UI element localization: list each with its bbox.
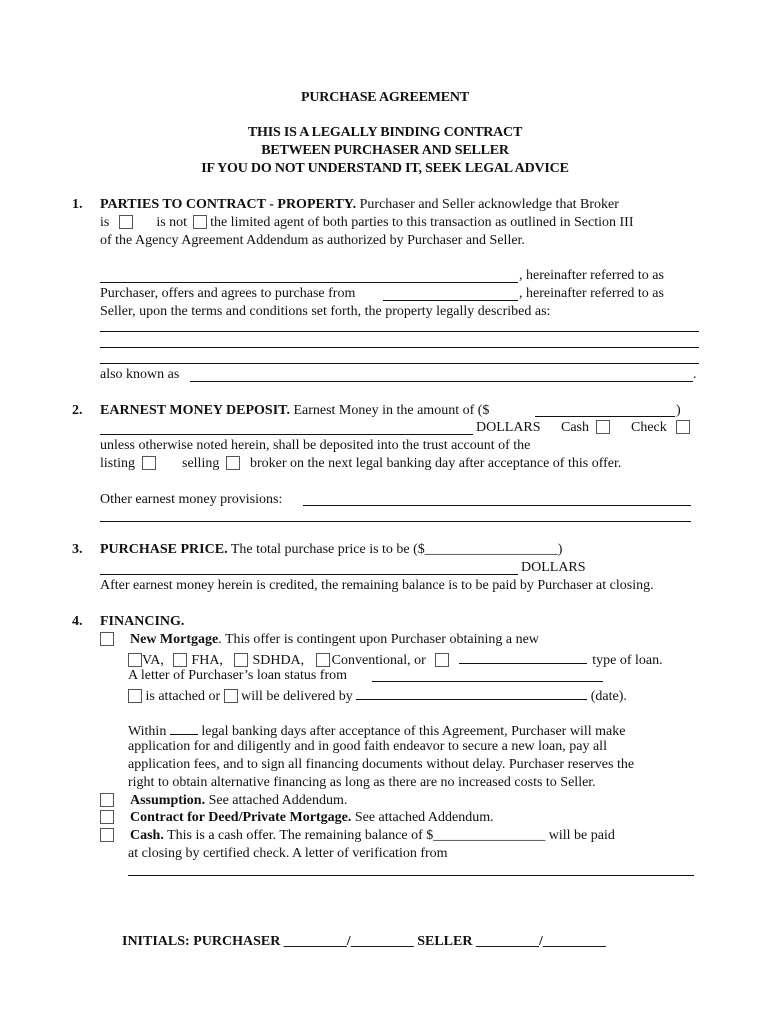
initials-line: INITIALS: PURCHASER _________/_________ SELLER _________/_________ [122, 934, 606, 949]
section-1-lead: Purchaser and Seller acknowledge that Broker [356, 197, 619, 212]
limited-agent-text: the limited agent of both parties to this transaction as outlined in Section III [210, 215, 634, 230]
broker-is-checkbox[interactable] [119, 215, 133, 229]
sdhda-label: SDHDA, [252, 653, 305, 668]
purchase-price-written-field[interactable] [100, 574, 518, 575]
section-1-number: 1. [72, 197, 83, 212]
section-1-line-1 [100, 196, 619, 214]
section-3-line-1 [100, 541, 562, 559]
selling-label: selling [182, 456, 220, 471]
purchaser-offers-text: Purchaser, offers and agrees to purchase from [100, 286, 356, 301]
section-4-number: 4. [72, 614, 83, 629]
seller-terms-text: Seller, upon the terms and conditions set forth, the property legally described as: [100, 304, 551, 319]
broker-is-not-checkbox[interactable] [193, 215, 207, 229]
contract-notice-line-1: THIS IS A LEGALLY BINDING CONTRACT [247, 125, 523, 140]
date-label: (date). [590, 689, 627, 704]
broker-is-label: is [100, 215, 110, 230]
assumption-line [130, 792, 347, 810]
selling-broker-checkbox[interactable] [226, 456, 240, 470]
conventional-checkbox[interactable] [316, 653, 330, 667]
check-label: Check [631, 420, 667, 435]
is-attached-label: is attached or [145, 689, 221, 704]
assumption-label: Assumption. [130, 793, 206, 808]
also-known-as-period: . [693, 367, 697, 382]
conventional-label: Conventional, or [331, 653, 426, 668]
contract-notice-line-3: IF YOU DO NOT UNDERSTAND IT, SEEK LEGAL ADVICE [201, 161, 569, 176]
other-loan-type-field[interactable] [459, 649, 587, 664]
section-2-heading: EARNEST MONEY DEPOSIT. [100, 403, 290, 418]
section-1-line-2 [100, 214, 633, 232]
letter-delivered-checkbox[interactable] [224, 689, 238, 703]
remaining-balance-text: After earnest money herein is credited, the remaining balance is to be paid by Purchaser at closing. [100, 578, 654, 593]
section-4-heading: FINANCING. [100, 614, 185, 629]
delivery-date-field[interactable] [356, 685, 587, 700]
earnest-dollars-label: DOLLARS [476, 420, 541, 435]
cash-label: Cash [561, 420, 589, 435]
other-provisions-field-2[interactable] [100, 521, 691, 522]
cash-checkbox[interactable] [596, 420, 610, 434]
loan-status-letter-label: A letter of Purchaser’s loan status from [128, 668, 348, 683]
broker-deposit-text: broker on the next legal banking day after acceptance of this offer. [250, 456, 622, 471]
type-of-loan-label: type of loan. [592, 653, 663, 668]
seller-name-field[interactable] [383, 300, 518, 301]
other-provisions-label: Other earnest money provisions: [100, 492, 283, 507]
contract-notice-line-2: BETWEEN PURCHASER AND SELLER [261, 143, 509, 158]
va-checkbox[interactable] [128, 653, 142, 667]
earnest-close-paren: ) [676, 403, 681, 418]
assumption-text: See attached Addendum. [205, 793, 348, 808]
loan-letter-delivery-row [128, 685, 627, 706]
purchaser-name-field[interactable] [100, 282, 518, 283]
other-loan-checkbox[interactable] [435, 653, 449, 667]
assumption-checkbox[interactable] [100, 793, 114, 807]
agency-addendum-text: of the Agency Agreement Addendum as authorized by Purchaser and Seller. [100, 233, 525, 248]
trust-account-text: unless otherwise noted herein, shall be deposited into the trust account of the [100, 438, 531, 453]
purchase-price-text: The total purchase price is to be ($___________________) [227, 542, 563, 557]
section-1-heading: PARTIES TO CONTRACT - PROPERTY. [100, 197, 357, 212]
contract-for-deed-line [130, 809, 494, 827]
cash-offer-checkbox[interactable] [100, 828, 114, 842]
va-label: VA, [142, 653, 164, 668]
new-mortgage-label: New Mortgage [130, 632, 219, 647]
fha-label: FHA, [191, 653, 223, 668]
contract-for-deed-text: See attached Addendum. [351, 810, 494, 825]
legal-description-line-3[interactable] [100, 363, 699, 364]
earnest-amount-text: Earnest Money in the amount of ($ [289, 403, 490, 418]
purchase-price-dollars-label: DOLLARS [521, 560, 586, 575]
legal-description-line-1[interactable] [100, 331, 699, 332]
broker-is-not-label: is not [156, 215, 188, 230]
section-3-number: 3. [72, 542, 83, 557]
also-known-as-field[interactable] [190, 381, 693, 382]
financing-paragraph-line-2: application for and diligently and in good faith endeavor to secure a new loan, pay all [128, 739, 607, 754]
check-checkbox[interactable] [676, 420, 690, 434]
fha-checkbox[interactable] [173, 653, 187, 667]
legal-description-line-2[interactable] [100, 347, 699, 348]
new-mortgage-line [130, 631, 539, 649]
hereinafter-text-1: , hereinafter referred to as [519, 268, 664, 283]
sdhda-checkbox[interactable] [234, 653, 248, 667]
document-title: PURCHASE AGREEMENT [301, 90, 469, 105]
earnest-amount-field[interactable] [535, 416, 675, 417]
section-2-line-1 [100, 402, 489, 420]
listing-label: listing [100, 456, 136, 471]
will-be-delivered-label: will be delivered by [241, 689, 353, 704]
contract-for-deed-checkbox[interactable] [100, 810, 114, 824]
cash-offer-label: Cash. [130, 828, 164, 843]
listing-broker-checkbox[interactable] [142, 456, 156, 470]
within-rest-text: legal banking days after acceptance of this Agreement, Purchaser will make [201, 724, 626, 739]
letter-attached-checkbox[interactable] [128, 689, 142, 703]
cash-offer-text: This is a cash offer. The remaining balance of $________________ will be paid [163, 828, 615, 843]
loan-status-from-field[interactable] [372, 681, 603, 682]
within-label: Within [128, 724, 167, 739]
banking-days-field[interactable] [170, 720, 198, 735]
contract-for-deed-label: Contract for Deed/Private Mortgage. [130, 810, 352, 825]
cash-offer-line [130, 827, 615, 845]
section-3-heading: PURCHASE PRICE. [100, 542, 228, 557]
verification-from-field[interactable] [128, 875, 694, 876]
new-mortgage-checkbox[interactable] [100, 632, 114, 646]
also-known-as-label: also known as [100, 367, 180, 382]
financing-paragraph-line-3: application fees, and to sign all financing documents without delay. Purchaser reserves the [128, 757, 635, 772]
verification-letter-text: at closing by certified check. A letter of verification from [128, 846, 448, 861]
section-2-number: 2. [72, 403, 83, 418]
new-mortgage-text: . This offer is contingent upon Purchaser obtaining a new [218, 632, 539, 647]
financing-paragraph-line-4: right to obtain alternative financing as long as there are no increased costs to Seller. [128, 775, 596, 790]
other-provisions-field-1[interactable] [303, 505, 691, 506]
earnest-dollars-written-field[interactable] [100, 434, 473, 435]
hereinafter-text-2: , hereinafter referred to as [519, 286, 664, 301]
